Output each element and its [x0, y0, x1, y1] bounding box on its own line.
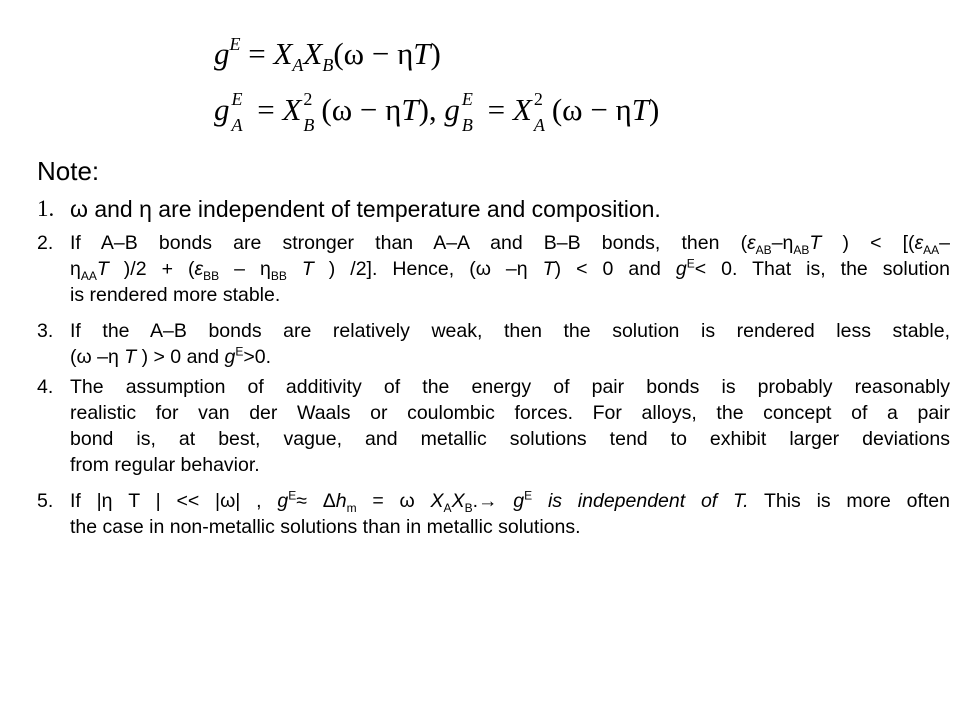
text-line: If |η T | << |ω| , $g^E\approx \Delta h_m = \omega$ $X_AX_B.\to g^E$ is independent of T. This is more often: [70, 488, 950, 515]
equation-partial-excess-gibbs: g E A = X 2 B (ω − ηT), g E B = X 2 A (ω − ηT): [214, 89, 660, 135]
text-line: realistic for van der Waals or coulombic forces. For alloys, the concept of a pair: [70, 402, 950, 424]
list-item-number: 4.: [37, 376, 54, 398]
list-item-text: [70, 318, 950, 370]
equation-excess-gibbs: $g^E = X_AX_B(\omega - \eta T)$: [214, 34, 441, 75]
text-line: the case in non-metallic solutions than in metallic solutions.: [70, 516, 581, 538]
list-item-text: ω and η are independent of temperature and composition.: [70, 196, 661, 222]
list-item-number: 2.: [37, 232, 54, 254]
text-line: If A–B bonds are stronger than A–A and B–B bonds, then ($\varepsilon_{AB}-\eta_{AB}T$ ) < [($\varepsilon_{AA}-$: [70, 232, 951, 257]
text-line: The assumption of additivity of the energy of pair bonds is probably reasonably: [70, 376, 950, 398]
list-item-number: 1.: [37, 196, 55, 221]
text-line: (ω –η T ) > 0 and $g^E>0$.: [70, 344, 272, 368]
list-item-number: 5.: [37, 490, 54, 512]
note-title: Note:: [37, 156, 100, 186]
list-item-text: [70, 374, 950, 478]
text-line: $\eta_{AA}T$ )$/2 + (\varepsilon_{BB} - \eta_{BB}$ T ) /2]. Hence, (ω –η T) < 0 and $g^E< 0$. That is, the solution: [70, 256, 950, 283]
text-line: If the A–B bonds are relatively weak, then the solution is rendered less stable,: [70, 320, 950, 342]
text-line: from regular behavior.: [70, 454, 260, 476]
text-line: is rendered more stable.: [70, 284, 281, 306]
text-line: bond is, at best, vague, and metallic solutions tend to exhibit larger deviations: [70, 428, 950, 450]
list-item-number: 3.: [37, 320, 54, 342]
list-item-text: [70, 488, 950, 540]
list-item-text: [70, 230, 950, 308]
